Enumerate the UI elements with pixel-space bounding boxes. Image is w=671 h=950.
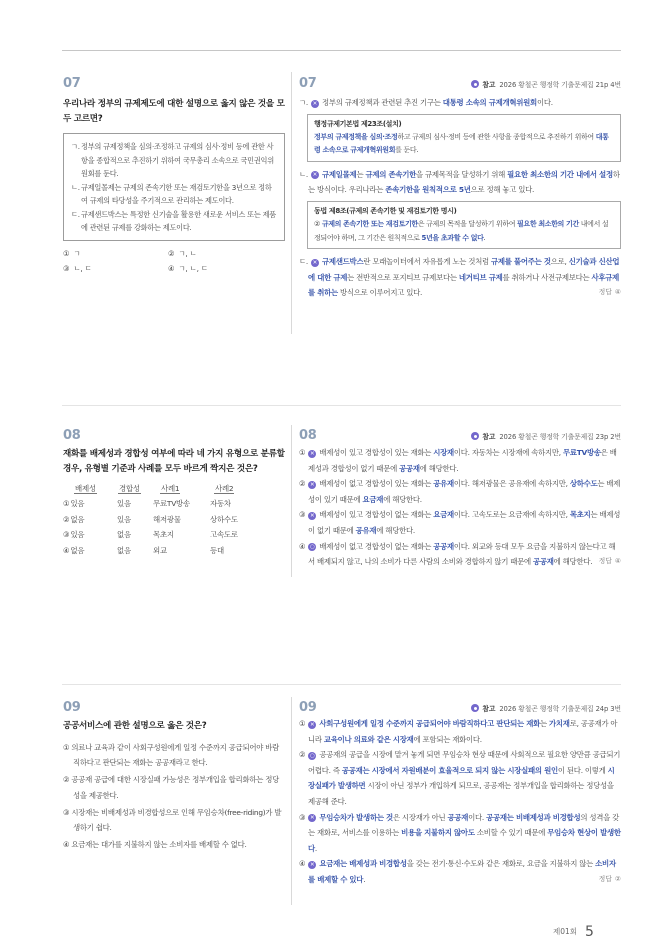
correct-mark-icon: ○ [309, 544, 315, 551]
incorrect-mark-icon: ✕ [312, 100, 318, 107]
text-segment: 이다. [468, 812, 487, 822]
text-segment: 방식으로 이루어지고 있다. [337, 288, 423, 298]
text-segment: 이 된다. 이렇게 [557, 765, 608, 775]
highlighted-term: 소비자를 배제할 수 있다 [308, 859, 616, 884]
highlighted-term: 비용을 지불하지 않아도 [401, 828, 475, 838]
incorrect-mark-icon: ✕ [310, 861, 315, 868]
section-divider [62, 405, 621, 406]
text-segment: 으로, [550, 257, 569, 267]
explanation-body [299, 445, 621, 570]
text-segment: 란 모래놀이터에서 자유롭게 노는 것처럼 [363, 257, 491, 267]
question-number: 09 [63, 700, 81, 715]
item-marker: ㄷ. [299, 257, 308, 267]
text-segment: ② [314, 220, 322, 229]
law-title: 동법 제8조(규제의 존속기한 및 재검토기한 명시) [314, 207, 457, 215]
highlighted-term: 요금재 [433, 510, 454, 520]
incorrect-mark-icon: ✕ [310, 721, 315, 728]
text-segment: 는 배제성이 없기 때문에 [308, 510, 621, 535]
statement-text: 규제일몰제는 규제의 존속기한 또는 재검토기한을 3년으로 정하여 규제의 타당성을 주기적으로 관리하는 제도이다. [81, 182, 272, 205]
answer-option [63, 805, 285, 836]
explanation-body [299, 716, 621, 888]
text-segment: 배제성이 없고 경합성이 없는 재화는 [319, 541, 434, 551]
highlighted-term: 규제를 풀어주는 것 [490, 257, 551, 267]
statement-text: 규제샌드박스는 특정한 신기술을 활용한 새로운 서비스 또는 제품에 관련된 규제를 강화하는 제도이다. [81, 209, 276, 232]
answer-option [63, 740, 285, 771]
table-cell: 없음 [117, 545, 131, 555]
table-cell: 있음 [117, 514, 131, 524]
highlighted-term: 요금재는 배제성과 비경합성 [319, 859, 407, 869]
reference-icon [471, 704, 479, 712]
item-marker: ① [299, 448, 306, 457]
highlighted-term: 정부의 규제정책을 심의·조정 [314, 133, 398, 141]
highlighted-term: 필요한 최소한의 기간 내에서 설정 [507, 169, 613, 179]
exam-round: 제01회 [553, 927, 578, 936]
reference-source: 2026 황철곤 행정학 기출문제집 23p 2번 [499, 433, 621, 441]
explanation-item [299, 167, 621, 198]
explanation-item [299, 254, 621, 301]
answer-option [63, 246, 168, 261]
question-panel [63, 719, 285, 854]
law-excerpt-box [307, 201, 621, 249]
item-marker: ㄱ. [299, 98, 308, 107]
table-cell: 등대 [210, 545, 224, 555]
text-segment: 이다. 자동차는 시장재에 속하지만, [453, 448, 563, 457]
highlighted-term: 공유재 [433, 479, 454, 489]
highlighted-term: 5년을 초과할 수 없다 [421, 233, 484, 242]
text-segment: 은 배제성과 경합성이 없기 때문에 [308, 448, 617, 473]
top-rule [62, 50, 621, 51]
text-segment: 은 시장재가 아닌 [392, 812, 448, 822]
explanation-item [299, 445, 621, 476]
header-text: 배제성 [75, 484, 96, 493]
question-number: 07 [63, 76, 81, 91]
option-text: ㄴ, ㄷ [73, 263, 92, 273]
highlighted-term: 시장실패가 발생하면 [308, 765, 615, 791]
answer-value: ④ [614, 288, 621, 297]
highlighted-term: 공공재 [433, 541, 454, 551]
text-segment: 하고 규제의 심사·정비 등에 관한 사항을 종합적으로 추진하기 위하여 [397, 133, 596, 141]
text-segment: . [483, 233, 486, 242]
text-segment: 소비할 수 있기 때문에 [474, 828, 548, 838]
answer-label [599, 285, 621, 301]
text-segment: 를 둔다. [395, 146, 419, 155]
item-marker: ① [299, 719, 306, 728]
incorrect-mark-icon: ✕ [310, 815, 315, 822]
text-segment: 에 해당한다. [553, 557, 593, 567]
highlighted-term: 가치재 [549, 719, 570, 728]
explanation-item [299, 539, 621, 570]
question-stem: 재화를 배제성과 경합성 여부에 따라 네 가지 유형으로 분류할 경우, 유형별 기준과 사례를 모두 바르게 짝지은 것은? [63, 449, 285, 474]
reference-source: 2026 황철곤 행정학 기출문제집 21p 4번 [499, 81, 621, 89]
answer-value: ② [614, 874, 621, 883]
answer-option [63, 837, 285, 852]
highlighted-term: 신기술과 신산업에 대한 규제 [308, 257, 620, 282]
explanation-item [299, 507, 621, 538]
highlighted-term: 시장재 [433, 448, 454, 457]
table-cell: 없음 [117, 530, 131, 540]
answer-prefix: 정답 [598, 874, 612, 883]
highlighted-term: 규제의 존속기한 또는 재검토기한 [321, 220, 418, 229]
option-number: ④ [63, 839, 70, 849]
highlighted-term: 공유재 [355, 525, 377, 535]
explanation-number: 07 [299, 76, 317, 91]
text-segment: 하는 방식이다. 우리나라는 [308, 169, 620, 195]
text-segment: 공공재의 공급을 시장에 맡겨 놓게 되면 무임승차 현상 때문에 사회적으로 필요한 양만큼 공급되기 어렵다. 즉 [308, 750, 621, 775]
highlighted-term: 공공재는 시장에서 자원배분이 효율적으로 되지 않는 시장실패의 원인 [341, 765, 558, 775]
text-segment: 정부의 규제정책과 관련된 추진 기구는 [322, 98, 443, 107]
text-segment: 는 [540, 719, 550, 728]
highlighted-term: 규제일몰제 [322, 169, 357, 179]
text-segment: 에 해당한다. [383, 494, 422, 504]
answer-value: ④ [614, 557, 621, 566]
text-segment: 는 [356, 169, 366, 179]
cell-value: 있음 [70, 499, 85, 509]
text-segment: 이다. 고속도로는 요금재에 속하지만, [453, 510, 570, 520]
answer-prefix: 정답 [598, 288, 612, 297]
item-marker: ④ [299, 541, 306, 551]
option-number: ① [63, 248, 70, 258]
text-segment: 배제성이 있고 경합성이 없는 재화는 [319, 510, 434, 520]
option-text: 의료나 교육과 같이 사회구성원에게 일정 수준까지 공급되어야 바람직하다고 판단되는 재화는 공공재라고 한다. [71, 743, 279, 768]
table-cell [63, 496, 115, 511]
table-cell [63, 527, 115, 542]
table-row [63, 543, 285, 558]
option-text: ㄱ, ㄴ [178, 248, 197, 258]
text-segment: 이다. 외교와 등대 모두 요금을 지불하지 않는다고 해서 배제되지 않고, 나의 소비가 다른 사람의 소비와 경합하지 않기 때문에 [308, 541, 616, 567]
cell-value: 있음 [70, 530, 85, 540]
text-segment: 를 취하거나 사전규제보다는 [502, 272, 592, 282]
table-header-row [63, 481, 285, 496]
highlighted-term: 규제샌드박스 [322, 257, 364, 267]
reference-label: 참고 [482, 433, 496, 441]
table-row [63, 496, 285, 511]
item-marker: ③ [299, 510, 306, 520]
item-marker: ④ [299, 859, 306, 869]
statement-item [71, 181, 277, 208]
table-cell: 고속도로 [210, 530, 238, 540]
table-row [63, 527, 285, 542]
statement-marker: ㄷ. [71, 209, 80, 219]
table-row [63, 512, 285, 527]
explanation-item [299, 856, 621, 887]
option-number: ③ [63, 530, 70, 540]
text-segment: 이다. [536, 98, 553, 107]
text-segment: 의 성격을 갖는 재화로, 서비스를 이용하는 [308, 812, 619, 838]
statement-item [71, 208, 277, 235]
highlighted-term: 대통령 소속의 규제개혁위원회 [442, 98, 537, 107]
goods-classification-table [63, 481, 285, 558]
reference-source: 2026 황철곤 행정학 기출문제집 24p 3번 [499, 705, 621, 713]
answer-prefix: 정답 [598, 557, 612, 566]
table-cell [63, 543, 115, 558]
explanation-number: 08 [299, 428, 317, 443]
statement-item [71, 140, 277, 181]
item-marker: ② [299, 479, 306, 489]
option-number: ② [168, 248, 175, 258]
incorrect-mark-icon: ✕ [310, 481, 315, 488]
answer-option [63, 772, 285, 803]
highlighted-term: 사후규제를 취하는 [308, 272, 620, 298]
reference-label: 참고 [482, 81, 496, 89]
reference-label: 참고 [482, 705, 496, 713]
explanation-item [299, 716, 621, 747]
table-cell: 있음 [117, 499, 131, 509]
cell-value: 없음 [70, 514, 85, 524]
law-text [314, 131, 614, 158]
option-number: ② [63, 514, 70, 524]
table-cell: 외교 [153, 545, 167, 555]
answer-label [599, 872, 621, 888]
explanation-number: 09 [299, 700, 317, 715]
question-number: 08 [63, 428, 81, 443]
law-title: 행정규제기본법 제23조(설치) [314, 119, 402, 128]
incorrect-mark-icon: ✕ [312, 172, 318, 179]
text-segment: 은 규제의 목적을 달성하기 위하여 [417, 220, 517, 229]
statement-text: 정부의 규제정책을 심의·조정하고 규제의 심사·정비 등에 관한 사항을 종합적으로 추진하기 위하여 국무총리 소속으로 국민권익위원회를 둔다. [81, 142, 274, 178]
highlighted-term: 공공재는 비배제성과 비경합성 [486, 812, 581, 822]
column-divider [291, 72, 292, 334]
highlighted-term: 무임승차 현상이 발생한다 [308, 828, 621, 853]
table-cell: 목초지 [153, 530, 174, 540]
item-marker: ③ [299, 812, 306, 822]
table-cell: 무료TV방송 [153, 499, 190, 509]
question-stem: 공공서비스에 관한 설명으로 옳은 것은? [63, 721, 207, 731]
incorrect-mark-icon: ✕ [310, 450, 315, 457]
text-segment: 내에서 설정되어야 하며, 그 기간은 원칙적으로 [314, 220, 609, 242]
text-segment: 배제성이 있고 경합성이 있는 재화는 [319, 448, 434, 457]
text-segment: 을 규제목적을 달성하기 위해 [416, 169, 508, 179]
explanation-body [299, 95, 621, 301]
option-text: ㄱ [73, 248, 81, 258]
highlighted-term: 목초지 [569, 510, 591, 520]
question-panel [63, 97, 285, 276]
item-marker: ㄴ. [299, 169, 308, 179]
explanation-item [299, 810, 621, 857]
highlighted-term: 규제의 존속기한 [365, 169, 417, 179]
answer-option [168, 246, 273, 261]
highlighted-term: 네거티브 규제 [458, 272, 503, 282]
statement-marker: ㄱ. [71, 142, 80, 151]
reference-line [471, 704, 621, 714]
text-segment: 으로 정해 놓고 있다. [470, 185, 535, 195]
table-header-cell [63, 481, 115, 496]
reference-icon [471, 80, 479, 88]
header-text: 경합성 [119, 484, 140, 493]
option-number: ③ [63, 263, 70, 273]
answer-options [63, 246, 285, 276]
table-header-cell [151, 481, 208, 496]
explanation-item [299, 747, 621, 809]
text-segment: 에 해당한다. [376, 525, 415, 535]
text-segment: 에 해당한다. [419, 463, 459, 473]
statement-box [63, 133, 285, 241]
option-number: ① [63, 743, 70, 752]
page-footer [553, 921, 594, 940]
highlighted-term: 상하수도 [569, 479, 598, 489]
correct-mark-icon: ○ [309, 752, 315, 759]
table-header-cell [208, 481, 268, 496]
highlighted-term: 사회구성원에게 일정 수준까지 공급되어야 바람직하다고 판단되는 재화 [319, 719, 541, 728]
answer-option [63, 261, 168, 276]
explanation-item [299, 476, 621, 507]
highlighted-term: 대통령 소속으로 규제개혁위원회 [314, 133, 609, 155]
header-text: 사례1 [161, 484, 180, 493]
highlighted-term: 공공재 [533, 557, 554, 567]
page-number: 5 [585, 924, 594, 940]
text-segment: 을 갖는 전기·통신·수도와 같은 재화로, 요금을 지불하지 않는 [406, 859, 596, 869]
reference-line [471, 432, 621, 442]
option-text: ㄱ, ㄴ, ㄷ [178, 263, 208, 273]
highlighted-term: 교육이나 의료와 같은 시장재 [323, 734, 414, 744]
text-segment: 에 포함되는 재화이다. [413, 734, 482, 744]
cell-value: 없음 [70, 545, 85, 555]
reference-line [471, 80, 621, 90]
reference-icon [471, 432, 479, 440]
answer-option [168, 261, 273, 276]
option-number: ③ [63, 807, 70, 817]
option-number: ① [63, 499, 70, 509]
text-segment: 이다. 해저광물은 공유재에 속하지만, [453, 479, 570, 489]
highlighted-term: 무임승차가 발생하는 것 [319, 812, 393, 822]
explanation-item [299, 95, 621, 111]
highlighted-term: 필요한 최소한의 기간 [517, 220, 579, 229]
incorrect-mark-icon: ✕ [310, 512, 315, 519]
answer-label [599, 554, 621, 570]
section-divider [62, 684, 621, 685]
question-panel [63, 447, 285, 558]
option-number: ④ [168, 263, 175, 273]
highlighted-term: 요금재 [362, 494, 384, 504]
text-segment: 로, 공공재가 아니라 [308, 719, 618, 744]
incorrect-mark-icon: ✕ [312, 259, 318, 266]
highlighted-term: 무료TV방송 [562, 448, 601, 457]
table-cell [63, 512, 115, 527]
table-header-cell [115, 481, 151, 496]
highlighted-term: 공공재 [399, 463, 420, 473]
item-marker: ② [299, 750, 306, 760]
text-segment: 배제성이 없고 경합성이 있는 재화는 [319, 479, 434, 489]
text-segment: 시장이 아닌 정부가 개입하게 되므로, 공공재는 정부개입을 합리화하는 정당성을 제공해 준다. [308, 781, 614, 806]
column-divider [291, 425, 292, 577]
option-text: 공공재 공급에 대한 시장실패 가능성은 정부개입을 합리화하는 정당성을 제공한다. [71, 775, 279, 800]
option-text: 시장재는 비배제성과 비경합성으로 인해 무임승차(free-riding)가 발생하기 쉽다. [71, 807, 282, 833]
statement-marker: ㄴ. [71, 182, 80, 192]
highlighted-term: 공공재 [447, 812, 469, 822]
highlighted-term: 존속기한을 원칙적으로 5년 [385, 185, 471, 195]
column-divider [291, 697, 292, 905]
law-text [314, 218, 614, 245]
table-cell: 자동차 [210, 499, 231, 509]
text-segment: . [314, 843, 317, 853]
header-text: 사례2 [215, 484, 234, 493]
table-cell: 상하수도 [210, 514, 238, 524]
answer-options [63, 740, 285, 852]
law-excerpt-box [307, 114, 621, 162]
text-segment: 는 배제성이 있기 때문에 [308, 479, 621, 504]
table-cell: 해저광물 [153, 514, 181, 524]
question-stem: 우리나라 정부의 규제제도에 대한 설명으로 옳지 않은 것을 모두 고르면? [63, 99, 285, 124]
option-number: ② [63, 775, 70, 785]
option-text: 요금재는 대가를 지불하지 않는 소비자를 배제할 수 없다. [71, 839, 247, 849]
text-segment: 는 전반적으로 포지티브 규제보다는 [347, 272, 459, 282]
option-number: ④ [63, 545, 70, 555]
text-segment: . [363, 874, 366, 884]
